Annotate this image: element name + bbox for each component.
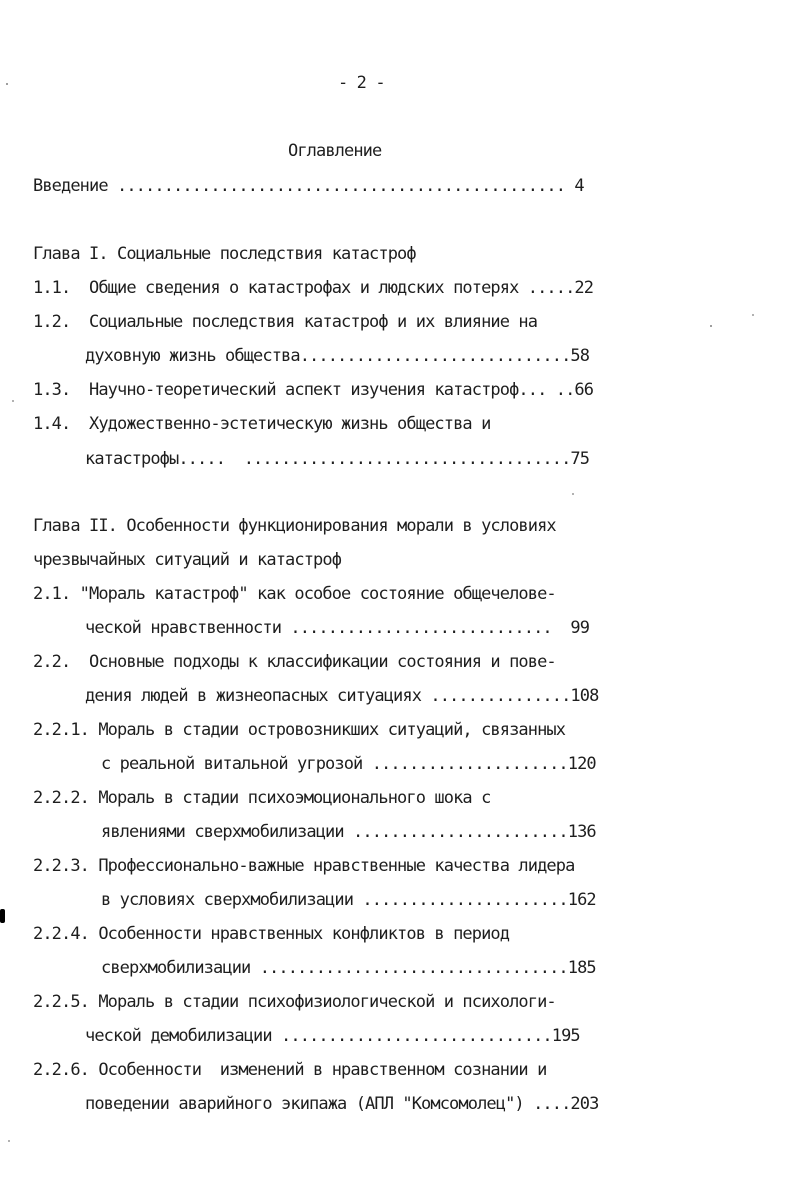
scan-speck xyxy=(6,83,8,85)
toc-entry-2-2-5-line1: 2.2.5. Мораль в стадии психофизиологической и психологи- xyxy=(33,992,556,1012)
toc-entry-2-1-line2: ческой нравственности ............................ 99 xyxy=(85,618,590,638)
toc-entry-2-2-line1: 2.2. Основные подходы к классификации состояния и пове- xyxy=(33,652,556,672)
toc-entry-2-2-4-line1: 2.2.4. Особенности нравственных конфликтов в период xyxy=(33,924,510,944)
toc-entry-2-2-6-line2: поведении аварийного экипажа (АПЛ "Комсомолец") ....203 xyxy=(85,1094,599,1114)
chapter-1-heading: Глава I. Социальные последствия катастроф xyxy=(33,244,416,264)
toc-entry-2-2-3-line1: 2.2.3. Профессионально-важные нравственные качества лидера xyxy=(33,856,575,876)
toc-entry-1-2-line2: духовную жизнь общества.............................58 xyxy=(85,346,590,366)
toc-entry-2-2-3-line2: в условиях сверхмобилизации ......................162 xyxy=(101,890,596,910)
toc-entry-1-3: 1.3. Научно-теоретический аспект изучения катастроф... ..66 xyxy=(33,380,594,400)
scan-speck xyxy=(752,314,754,316)
scan-speck xyxy=(12,400,14,402)
toc-entry-2-2-5-line2: ческой демобилизации .............................195 xyxy=(85,1026,580,1046)
chapter-2-heading-line2: чрезвычайных ситуаций и катастроф xyxy=(33,550,342,570)
scan-speck xyxy=(8,1140,10,1142)
scan-speck xyxy=(572,493,574,495)
toc-entry-2-2-2-line2: явлениями сверхмобилизации .......................136 xyxy=(101,822,596,842)
toc-entry-2-2-4-line2: сверхмобилизации .................................185 xyxy=(101,958,596,978)
scan-mark xyxy=(0,909,5,923)
toc-entry-2-2-line2: дения людей в жизнеопасных ситуациях ...............108 xyxy=(85,686,599,706)
toc-entry-1-4-line1: 1.4. Художественно-эстетическую жизнь общества и xyxy=(33,414,491,434)
scan-speck xyxy=(710,325,712,327)
toc-entry-1-2-line1: 1.2. Социальные последствия катастроф и их влияние на xyxy=(33,312,538,332)
toc-entry-2-2-6-line1: 2.2.6. Особенности изменений в нравственном сознании и xyxy=(33,1060,547,1080)
toc-entry-2-2-1-line1: 2.2.1. Мораль в стадии островозникших ситуаций, связанных xyxy=(33,720,566,740)
toc-entry-2-2-1-line2: с реальной витальной угрозой .....................120 xyxy=(101,754,596,774)
page-number: - 2 - xyxy=(338,73,385,93)
toc-entry-2-1-line1: 2.1. "Мораль катастроф" как особое состояние общечелове- xyxy=(33,584,556,604)
toc-entry-intro: Введение ................................................ 4 xyxy=(33,176,584,196)
toc-entry-1-4-line2: катастрофы..... ...................................75 xyxy=(85,449,590,469)
toc-title: Оглавление xyxy=(288,141,382,161)
chapter-2-heading-line1: Глава II. Особенности функционирования морали в условиях xyxy=(33,516,556,536)
toc-entry-1-1: 1.1. Общие сведения о катастрофах и людских потерях .....22 xyxy=(33,278,594,298)
toc-entry-2-2-2-line1: 2.2.2. Мораль в стадии психоэмоционального шока с xyxy=(33,788,491,808)
